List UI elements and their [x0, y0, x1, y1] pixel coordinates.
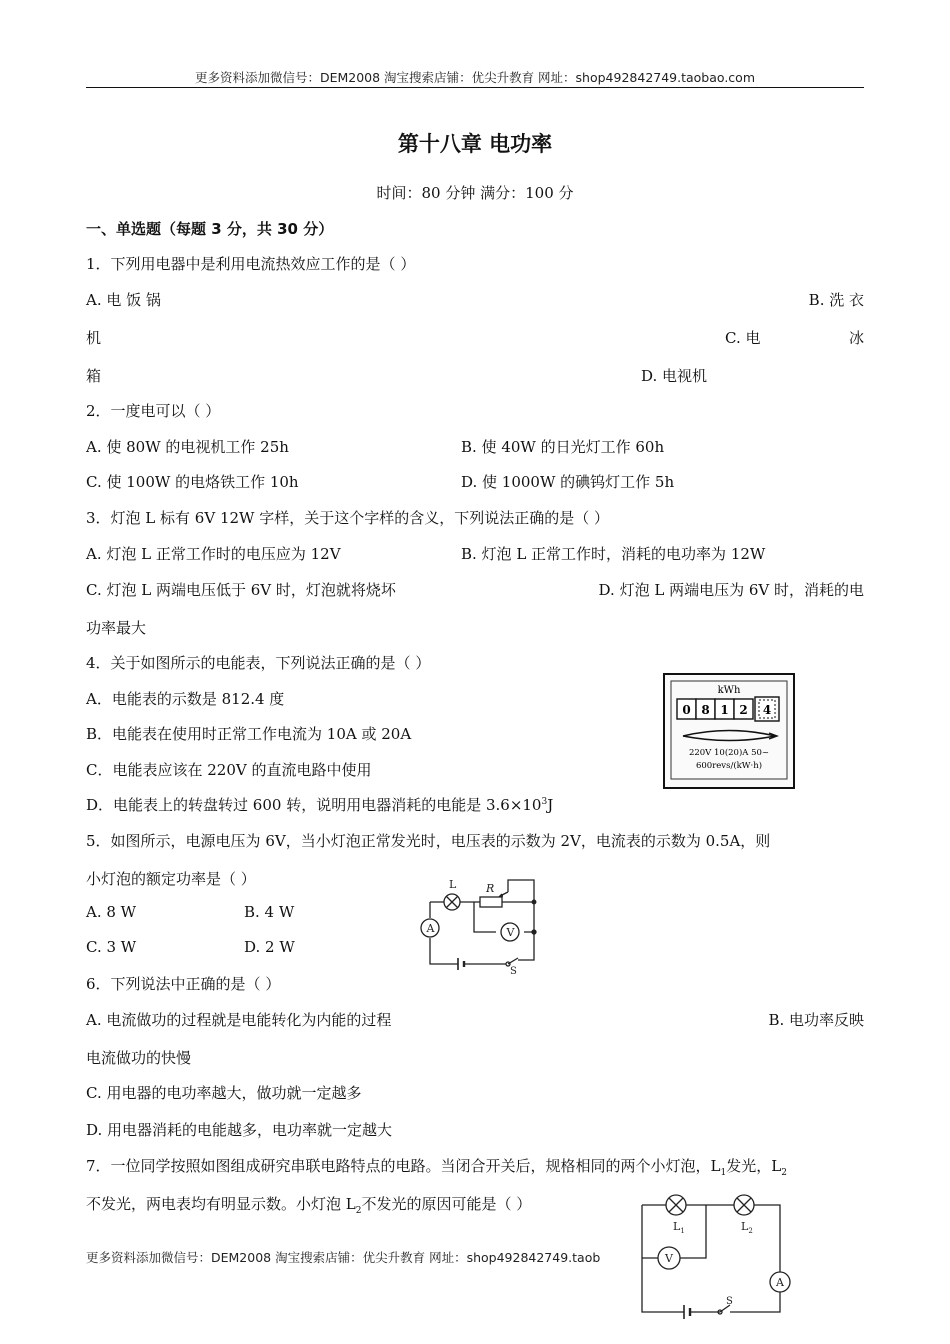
- q4-option-d: D．电能表上的转盘转过 600 转，说明用电器消耗的电能是 $3.6\times 10^3J$: [86, 796, 554, 814]
- page-title: 第十八章 电功率: [397, 132, 553, 156]
- question-3-stem: 3．灯泡 L 标有 6V 12W 字样，关于这个字样的含义，下列说法正确的是（ ）: [86, 509, 609, 527]
- meter-digit: 4: [762, 703, 772, 717]
- voltmeter-label: V: [506, 926, 515, 939]
- q1-option-c: C. 电: [725, 329, 761, 347]
- q6-option-b-cont: 电流做功的快慢: [86, 1049, 192, 1067]
- q3-option-b: B. 灯泡 L 正常工作时，消耗的电功率为 12W: [461, 545, 766, 563]
- q6-option-c: C. 用电器的电功率越大，做功就一定越多: [86, 1084, 362, 1102]
- voltmeter-label: V: [665, 1252, 673, 1265]
- question-1-stem: 1．下列用电器中是利用电流热效应工作的是（ ）: [86, 255, 416, 273]
- question-5-stem: 5．如图所示，电源电压为 6V，当小灯泡正常发光时，电压表的示数为 2V，电流表的示数为 0.5A，则: [86, 832, 771, 850]
- switch-blade: [508, 958, 518, 964]
- question-7-stem-cont: 不发光，两电表均有明显示数。小灯泡 $L_2$不发光的原因可能是（ ）: [86, 1195, 532, 1216]
- l2-label: $L_2$: [741, 1220, 753, 1235]
- q1-option-d: D. 电视机: [641, 367, 708, 385]
- meter-spec-1: 220V 10(20)A 50~: [688, 748, 770, 758]
- resistor-label: R: [486, 882, 495, 895]
- q1-option-a: A. 电 饭 锅: [86, 291, 161, 309]
- question-2-stem: 2．一度电可以（ ）: [86, 402, 221, 420]
- header-rule: [86, 87, 864, 88]
- question-7-stem: 7．一位同学按照如图组成研究串联电路特点的电路。当闭合开关后，规格相同的两个小灯泡，$L_1$发光，$L_2$: [86, 1157, 787, 1178]
- q2-option-b: B. 使 40W 的日光灯工作 60h: [461, 438, 665, 456]
- ammeter-label: A: [426, 922, 435, 935]
- q6-option-b: B. 电功率反映: [768, 1011, 864, 1029]
- q6-option-a: A. 电流做功的过程就是电能转化为内能的过程: [86, 1011, 392, 1029]
- page-footer: 更多资料添加微信号：DEM2008 淘宝搜索店铺：优尖升教育 网址：shop492842749.taob: [86, 1250, 601, 1265]
- ammeter-label: A: [776, 1276, 784, 1289]
- q1-option-c-cont: 冰: [848, 329, 864, 347]
- q4-option-b: B．电能表在使用时正常工作电流为 10A 或 20A: [86, 725, 412, 743]
- q4-option-a: A．电能表的示数是 812.4 度: [86, 690, 285, 708]
- l1-label: $L_1$: [673, 1220, 685, 1235]
- q3-option-d: D. 灯泡 L 两端电压为 6V 时，消耗的电: [598, 581, 864, 599]
- q3-option-a: A. 灯泡 L 正常工作时的电压应为 12V: [86, 545, 341, 563]
- switch-label: S: [510, 966, 517, 974]
- switch-label: S: [726, 1296, 733, 1307]
- meter-digit: 1: [720, 703, 729, 717]
- q4-option-c: C．电能表应该在 220V 的直流电路中使用: [86, 761, 372, 779]
- meter-unit: kWh: [717, 685, 741, 696]
- q5-option-c: C. 3 W: [86, 938, 137, 956]
- q2-option-a: A. 使 80W 的电视机工作 25h: [86, 438, 289, 456]
- q5-option-b: B. 4 W: [244, 903, 295, 921]
- q1-option-c-cont2: 箱: [86, 367, 102, 385]
- question-6-stem: 6．下列说法中正确的是（ ）: [86, 975, 281, 993]
- resistor-icon: [480, 897, 502, 907]
- question-5-stem-cont: 小灯泡的额定功率是（ ）: [86, 870, 256, 888]
- q7-circuit-figure: [640, 1190, 792, 1320]
- meter-spec-2: 600revs/(kW·h): [695, 761, 763, 771]
- energy-meter-figure: [663, 673, 795, 789]
- q1-option-b: B. 洗 衣: [808, 291, 864, 309]
- q5-option-a: A. 8 W: [86, 903, 137, 921]
- q2-option-c: C. 使 100W 的电烙铁工作 10h: [86, 473, 299, 491]
- meter-digit: 2: [739, 703, 748, 717]
- q3-option-c: C. 灯泡 L 两端电压低于 6V 时，灯泡就将烧坏: [86, 581, 396, 599]
- section-heading: 一、单选题（每题 3 分，共 30 分）: [86, 220, 334, 238]
- meter-digit: 8: [701, 703, 710, 717]
- page-header: 更多资料添加微信号：DEM2008 淘宝搜索店铺：优尖升教育 网址：shop492842749.taobao.com: [194, 70, 756, 85]
- q6-option-d: D. 用电器消耗的电能越多，电功率就一定越大: [86, 1121, 393, 1139]
- exam-info: 时间：80 分钟 满分：100 分: [376, 184, 574, 202]
- q3-option-d-cont: 功率最大: [86, 619, 147, 637]
- q5-circuit-figure: [414, 876, 544, 974]
- question-4-stem: 4．关于如图所示的电能表，下列说法正确的是（ ）: [86, 654, 431, 672]
- q1-option-b-cont: 机: [86, 329, 102, 347]
- q5-option-d: D. 2 W: [244, 938, 295, 956]
- q2-option-d: D. 使 1000W 的碘钨灯工作 5h: [461, 473, 675, 491]
- lamp-label: L: [449, 878, 457, 891]
- meter-digit: 0: [682, 703, 691, 717]
